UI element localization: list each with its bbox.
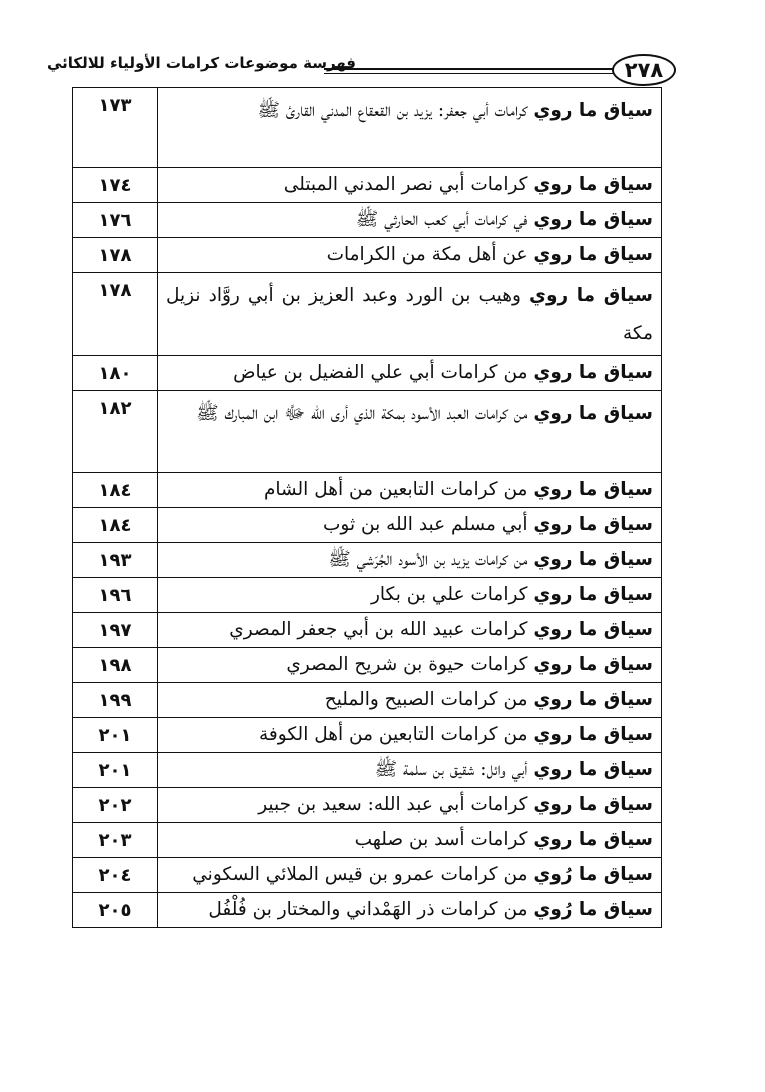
toc-row <box>73 391 662 473</box>
toc-row <box>73 168 662 203</box>
toc-entry-text: من كرامات ذر الهَمْداني والمختار بن فُلْفُل <box>208 899 528 920</box>
toc-entry-title <box>158 238 662 273</box>
toc-entry-prefix: سياق ما رُوي <box>533 864 653 885</box>
toc-entry-text: من كرامات التابعين من أهل الكوفة <box>259 724 528 745</box>
toc-entry-title <box>158 858 662 893</box>
toc-entry-text: وهيب بن الورد وعبد العزيز بن أبي روَّاد نزيل مكة <box>166 285 653 344</box>
header-rule <box>324 68 614 70</box>
toc-entry-text: كرامات أبي عبد الله: سعيد بن جبير <box>258 794 528 815</box>
toc-row <box>73 578 662 613</box>
toc-entry-title <box>158 168 662 203</box>
running-header-title: فهرسة موضوعات كرامات الأولياء للالكائي <box>46 54 356 72</box>
toc-entry-title <box>158 683 662 718</box>
toc-row <box>73 823 662 858</box>
toc-entry-page: ٢٠٤ <box>73 858 158 893</box>
toc-entry-title <box>158 391 662 473</box>
toc-entry-title <box>158 356 662 391</box>
toc-entry-page: ١٧٤ <box>73 168 158 203</box>
toc-row <box>73 788 662 823</box>
toc-entry-title <box>158 578 662 613</box>
toc-entry-title <box>158 753 662 788</box>
toc-entry-prefix: سياق ما روي <box>533 362 653 383</box>
toc-entry-prefix: سياق ما روي <box>533 619 653 640</box>
toc-entry-prefix: سياق ما روي <box>533 479 653 500</box>
toc-entry-prefix: سياق ما رُوي <box>533 899 653 920</box>
toc-entry-prefix: سياق ما روي <box>533 794 653 815</box>
toc-entry-page: ١٧٨ <box>73 273 158 356</box>
toc-entry-page: ١٨٠ <box>73 356 158 391</box>
toc-entry-prefix: سياق ما روي <box>533 549 653 570</box>
toc-entry-page: ١٩٩ <box>73 683 158 718</box>
toc-entry-title <box>158 88 662 168</box>
toc-row <box>73 238 662 273</box>
toc-row <box>73 508 662 543</box>
toc-row <box>73 718 662 753</box>
toc-entry-prefix: سياق ما روي <box>533 403 653 424</box>
toc-entry-text: من كرامات يزيد بن الأسود الجُرَشي ﷺ <box>328 549 528 570</box>
toc-entry-title <box>158 718 662 753</box>
toc-entry-text: من كرامات الصبيح والمليح <box>324 689 528 710</box>
toc-row <box>73 683 662 718</box>
toc-entry-text: من كرامات التابعين من أهل الشام <box>263 479 528 500</box>
toc-entry-prefix: سياق ما روي <box>533 724 653 745</box>
toc-entry-text: من كرامات العبد الأسود بمكة الذي أرى الله ﷻ ابن المبارك ﷺ <box>196 403 528 424</box>
toc-entry-page: ١٨٢ <box>73 391 158 473</box>
toc-entry-title <box>158 543 662 578</box>
toc-entry-prefix: سياق ما روي <box>533 584 653 605</box>
toc-entry-text: كرامات أبي جعفر: يزيد بن القعقاع المدني القارئ ﷺ <box>257 100 528 121</box>
toc-entry-page: ١٧٦ <box>73 203 158 238</box>
toc-entry-prefix: سياق ما روي <box>533 654 653 675</box>
toc-entry-title <box>158 473 662 508</box>
toc-entry-page: ١٩٧ <box>73 613 158 648</box>
toc-entry-prefix: سياق ما روي <box>533 174 653 195</box>
toc-entry-text: كرامات أسد بن صلهب <box>354 829 528 850</box>
toc-entry-page: ١٧٣ <box>73 88 158 168</box>
toc-row <box>73 753 662 788</box>
toc-entry-title <box>158 613 662 648</box>
toc-entry-title <box>158 508 662 543</box>
toc-entry-text: في كرامات أبي كعب الحارثي ﷺ <box>355 209 528 230</box>
toc-entry-page: ٢٠١ <box>73 753 158 788</box>
toc-row <box>73 473 662 508</box>
toc-entry-title <box>158 823 662 858</box>
contents-table-body <box>73 88 662 928</box>
toc-row <box>73 893 662 928</box>
toc-entry-text: من كرامات أبي علي الفضيل بن عياض <box>233 362 528 383</box>
toc-row <box>73 203 662 238</box>
toc-entry-text: أبي وائل: شقيق بن سلمة ﷺ <box>374 759 528 780</box>
toc-row <box>73 356 662 391</box>
toc-entry-prefix: سياق ما روي <box>533 689 653 710</box>
toc-row <box>73 543 662 578</box>
toc-row <box>73 858 662 893</box>
toc-entry-page: ٢٠٢ <box>73 788 158 823</box>
toc-entry-prefix: سياق ما روي <box>529 285 653 306</box>
toc-entry-page: ١٨٤ <box>73 508 158 543</box>
toc-entry-page: ١٧٨ <box>73 238 158 273</box>
page-number-badge: ٢٧٨ <box>612 54 676 86</box>
toc-row <box>73 613 662 648</box>
toc-entry-text: كرامات علي بن بكار <box>370 584 528 605</box>
toc-entry-text: من كرامات عمرو بن قيس الملائي السكوني <box>192 864 528 885</box>
toc-row <box>73 88 662 168</box>
toc-entry-prefix: سياق ما روي <box>533 759 653 780</box>
toc-entry-text: أبي مسلم عبد الله بن ثوب <box>323 514 528 535</box>
toc-entry-title <box>158 648 662 683</box>
contents-table <box>72 87 662 928</box>
toc-entry-text: كرامات أبي نصر المدني المبتلى <box>283 174 528 195</box>
toc-entry-text: كرامات حيوة بن شريح المصري <box>286 654 528 675</box>
toc-entry-page: ١٩٨ <box>73 648 158 683</box>
toc-entry-page: ٢٠١ <box>73 718 158 753</box>
toc-entry-prefix: سياق ما روي <box>533 244 653 265</box>
toc-entry-prefix: سياق ما روي <box>533 100 653 121</box>
toc-entry-text: عن أهل مكة من الكرامات <box>326 244 528 265</box>
toc-row <box>73 273 662 356</box>
toc-entry-page: ١٨٤ <box>73 473 158 508</box>
toc-entry-title <box>158 273 662 356</box>
toc-entry-text: كرامات عبيد الله بن أبي جعفر المصري <box>229 619 528 640</box>
toc-row <box>73 648 662 683</box>
toc-entry-page: ٢٠٥ <box>73 893 158 928</box>
toc-entry-prefix: سياق ما روي <box>533 829 653 850</box>
toc-entry-prefix: سياق ما روي <box>533 514 653 535</box>
toc-entry-page: ١٩٦ <box>73 578 158 613</box>
header-rule-thin <box>324 73 614 74</box>
toc-entry-title <box>158 893 662 928</box>
toc-entry-prefix: سياق ما روي <box>533 209 653 230</box>
toc-entry-title <box>158 788 662 823</box>
toc-entry-title <box>158 203 662 238</box>
toc-entry-page: ٢٠٣ <box>73 823 158 858</box>
toc-entry-page: ١٩٣ <box>73 543 158 578</box>
